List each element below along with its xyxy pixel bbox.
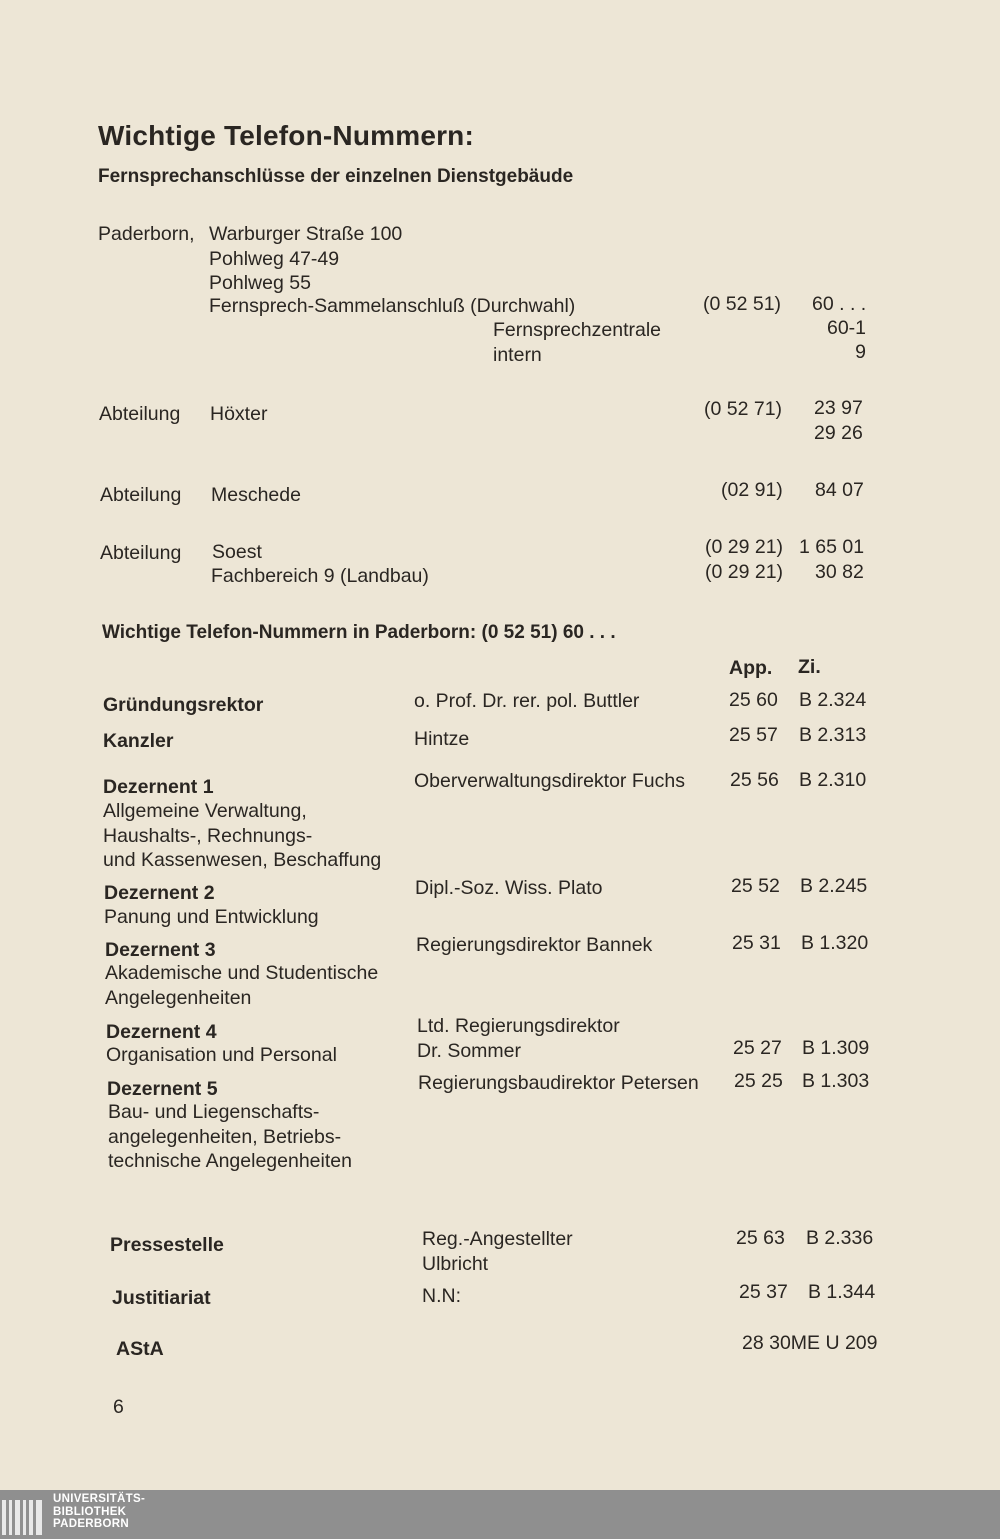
desc-dezernent-1: Allgemeine Verwaltung, Haushalts-, Rechnungs- und Kassenwesen, Beschaffung (103, 800, 382, 871)
app-kanzler: 25 57 (729, 724, 778, 746)
role-kanzler: Kanzler (103, 730, 174, 752)
intern-number: 9 (855, 341, 866, 363)
sammelanschluss-number: 60 . . . (812, 293, 867, 315)
role-dezernent-3: Dezernent 3 (105, 939, 216, 961)
role-dezernent-1: Dezernent 1 (103, 776, 214, 798)
room-dezernent-2: B 2.245 (800, 875, 868, 897)
meschede-area-code: (02 91) (721, 479, 783, 501)
column-header-app: App. (729, 657, 773, 679)
room-dezernent-3: B 1.320 (801, 932, 869, 954)
desc-dezernent-4: Organisation und Personal (106, 1044, 337, 1066)
name-dezernent-3: Regierungsdirektor Bannek (416, 934, 653, 956)
room-kanzler: B 2.313 (799, 724, 867, 746)
soest-area-code: (0 29 21) (705, 536, 784, 558)
role-dezernent-5: Dezernent 5 (107, 1078, 218, 1100)
soest-number: 1 65 01 (799, 536, 865, 558)
app-dezernent-3: 25 31 (732, 932, 781, 954)
app-justitiariat: 25 37 (739, 1281, 788, 1303)
paderborn-address-1: Warburger Straße 100 (209, 223, 403, 245)
paderborn-city: Paderborn, (98, 223, 195, 245)
room-justitiariat: B 1.344 (808, 1281, 876, 1303)
meschede-number: 84 07 (815, 479, 864, 501)
room-dezernent-4: B 1.309 (802, 1037, 870, 1059)
column-header-zi: Zi. (798, 656, 821, 678)
name-dezernent-1: Oberverwaltungsdirektor Fuchs (414, 770, 685, 792)
intern-label: intern (493, 344, 542, 366)
fachbereich-number: 30 82 (815, 561, 864, 583)
paderborn-address-2: Pohlweg 47-49 (209, 248, 340, 270)
page-title: Wichtige Telefon-Nummern: (98, 120, 475, 151)
app-dezernent-4: 25 27 (733, 1037, 782, 1059)
soest-place: Soest (212, 541, 262, 563)
app-room-asta: 28 30ME U 209 (742, 1332, 878, 1354)
room-dezernent-5: B 1.303 (802, 1070, 870, 1092)
zentrale-number: 60-1 (826, 317, 866, 339)
role-gruendungsrektor: Gründungsrektor (103, 694, 264, 716)
room-dezernent-1: B 2.310 (799, 769, 867, 791)
desc-dezernent-3: Akademische und Studentische Angelegenheiten (105, 962, 379, 1009)
role-justitiariat: Justitiariat (112, 1287, 211, 1309)
hoexter-numbers: 23 97 29 26 (814, 397, 863, 444)
name-gruendungsrektor: o. Prof. Dr. rer. pol. Buttler (414, 690, 640, 712)
desc-dezernent-5: Bau- und Liegenschafts- angelegenheiten, Betriebs- technische Angelegenheiten (108, 1101, 352, 1172)
desc-dezernent-2: Panung und Entwicklung (104, 906, 319, 928)
role-dezernent-2: Dezernent 2 (104, 882, 215, 904)
role-asta: AStA (116, 1338, 164, 1360)
name-dezernent-4: Ltd. Regierungsdirektor Dr. Sommer (417, 1015, 620, 1062)
meschede-place: Meschede (211, 484, 301, 506)
hoexter-label: Abteilung (99, 403, 181, 425)
name-dezernent-2: Dipl.-Soz. Wiss. Plato (415, 877, 603, 899)
app-dezernent-5: 25 25 (734, 1070, 783, 1092)
meschede-label: Abteilung (100, 484, 182, 506)
name-dezernent-5: Regierungsbaudirektor Petersen (418, 1072, 699, 1094)
paderborn-address-3: Pohlweg 55 (209, 272, 311, 294)
room-gruendungsrektor: B 2.324 (799, 689, 867, 711)
library-footer-bar (0, 1490, 1000, 1539)
app-gruendungsrektor: 25 60 (729, 689, 778, 711)
page-subtitle: Fernsprechanschlüsse der einzelnen Dienstgebäude (98, 166, 574, 187)
name-pressestelle: Reg.-Angestellter Ulbricht (422, 1228, 573, 1275)
room-pressestelle: B 2.336 (806, 1227, 874, 1249)
page-number: 6 (113, 1396, 124, 1418)
app-dezernent-1: 25 56 (730, 769, 779, 791)
zentrale-label: Fernsprechzentrale (493, 319, 661, 341)
fachbereich-area-code: (0 29 21) (705, 561, 784, 583)
role-pressestelle: Pressestelle (110, 1234, 224, 1256)
hoexter-area-code: (0 52 71) (704, 398, 783, 420)
app-dezernent-2: 25 52 (731, 875, 780, 897)
app-pressestelle: 25 63 (736, 1227, 785, 1249)
soest-label: Abteilung (100, 542, 182, 564)
fachbereich-label: Fachbereich 9 (Landbau) (211, 565, 429, 587)
name-justitiariat: N.N: (422, 1285, 461, 1307)
role-dezernent-4: Dezernent 4 (106, 1021, 217, 1043)
name-kanzler: Hintze (414, 728, 470, 750)
library-logo-icon (0, 1490, 46, 1539)
hoexter-place: Höxter (210, 403, 268, 425)
sammelanschluss-label: Fernsprech-Sammelanschluß (Durchwahl) (209, 295, 576, 317)
section-heading: Wichtige Telefon-Nummern in Paderborn: (0 52 51) 60 . . . (102, 622, 616, 643)
library-name: UNIVERSITÄTS- BIBLIOTHEK PADERBORN (53, 1493, 146, 1530)
sammelanschluss-area-code: (0 52 51) (703, 293, 782, 315)
